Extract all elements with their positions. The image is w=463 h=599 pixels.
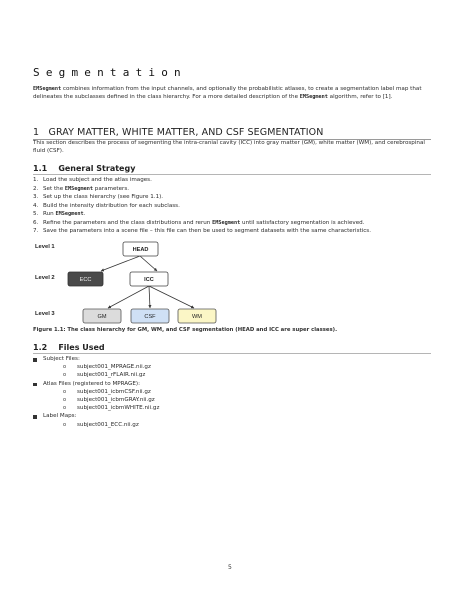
file-name: subject001_rFLAIR.nii.gz — [77, 372, 146, 379]
step-code: EMSegment — [212, 219, 241, 226]
node-csf-label: CSF — [144, 314, 156, 321]
subsection-1-1-rule — [33, 174, 431, 175]
edge-head-ecc — [101, 256, 140, 271]
level-1-label: Level 1 — [35, 244, 55, 250]
step-item — [33, 227, 431, 236]
subsection-1-1-number: 1.1 — [33, 164, 48, 173]
step-number: 3. — [33, 194, 39, 200]
step-text — [43, 176, 152, 185]
square-bullet-icon — [33, 415, 37, 419]
subsection-1-1-title: General Strategy — [58, 164, 136, 173]
edge-icc-csf — [149, 286, 150, 308]
node-head-label: HEAD — [132, 247, 149, 254]
page-number: 5 — [228, 564, 232, 571]
subsection-1-2-rule — [33, 353, 431, 354]
step-number: 6. — [33, 219, 39, 226]
step-item — [33, 210, 431, 219]
file-name: subject001_icbmCSF.nii.gz — [77, 388, 151, 395]
step-text — [43, 210, 85, 219]
step-code: EMSegment — [64, 185, 94, 192]
level-2-label: Level 2 — [35, 275, 55, 281]
circle-bullet-icon: o — [63, 405, 67, 412]
node-gm-label: GM — [97, 314, 107, 321]
circle-bullet-icon: o — [63, 388, 67, 395]
circle-bullet-icon: o — [63, 397, 67, 403]
node-icc-label: ICC — [144, 277, 154, 284]
file-name: subject001_icbmWHITE.nii.gz — [77, 405, 160, 412]
step-text-part: until satisfactory segmentation is achieved. — [240, 219, 365, 226]
intro-code-2: EMSegment — [299, 93, 328, 100]
step-text-part: Refine the parameters and the class distributions and rerun — [43, 219, 213, 226]
intro-text-1: combines information from the input channels, and optionally the probabilistic atlases, to create a segmentation label map that delineates the subclasses defined in the class hierarchy. For a more detailed description of the — [33, 86, 422, 100]
edge-icc-wm — [149, 286, 194, 308]
section-1-body: This section describes the process of segmenting the intra-cranial cavity (ICC) into gray matter (GM), white matter (WM), and cerebrospinal fluid (CSF). — [33, 140, 425, 154]
intro-code-1: EMSegment — [33, 86, 62, 92]
step-text-part: Run — [43, 211, 56, 217]
edge-head-icc — [140, 256, 157, 271]
section-1-number: 1 — [33, 127, 40, 138]
subsection-1-2-title: Files Used — [58, 343, 105, 352]
intro-text-2: algorithm, refer to [1]. — [327, 93, 393, 100]
step-text — [43, 227, 371, 236]
file-group-label: Subject Files: — [43, 356, 80, 362]
step-text-part: Set up the class hierarchy (see Figure 1.1). — [43, 194, 164, 200]
step-text-part: parameters. — [93, 185, 130, 192]
step-text — [43, 185, 129, 194]
edge-icc-gm — [108, 286, 149, 308]
step-number: 1. — [33, 177, 39, 183]
step-text — [43, 219, 365, 228]
file-name: subject001_ECC.nii.gz — [77, 421, 139, 428]
file-group-label: Label Maps: — [43, 413, 77, 420]
square-bullet-icon — [33, 383, 37, 387]
step-number: 7. — [33, 228, 39, 234]
section-1-title: GRAY MATTER, WHITE MATTER, AND CSF SEGMENTATION — [48, 127, 324, 138]
circle-bullet-icon: o — [63, 372, 67, 379]
section-1-heading — [33, 127, 323, 138]
figure-caption: Figure 1.1: The class hierarchy for GM, WM, and CSF segmentation (HEAD and ICC are super classes). — [33, 327, 338, 333]
class-hierarchy-diagram — [30, 239, 330, 329]
file-group-label: Atlas Files (registered to MPRAGE): — [43, 380, 140, 387]
step-text — [43, 193, 163, 202]
level-3-label: Level 3 — [35, 311, 55, 317]
step-item — [33, 176, 431, 185]
steps-list — [33, 176, 431, 236]
file-name: subject001_MPRAGE.nii.gz — [77, 364, 151, 371]
files-list — [33, 356, 333, 436]
node-wm-label: WM — [192, 314, 202, 321]
square-bullet-icon — [33, 358, 37, 362]
subsection-1-2-number: 1.2 — [33, 343, 48, 352]
intro-paragraph — [33, 86, 431, 101]
step-text-part: Save the parameters into a scene file – this file can then be used to segment datasets with the same characteristics. — [43, 228, 372, 234]
subsection-1-1-heading — [33, 164, 135, 173]
step-item — [33, 202, 431, 211]
step-item — [33, 185, 431, 194]
step-number: 2. — [33, 185, 39, 192]
step-text-part: Build the intensity distribution for each subclass. — [43, 202, 180, 209]
circle-bullet-icon: o — [63, 364, 67, 371]
step-text-part: Load the subject and the atlas images. — [43, 177, 152, 183]
step-text — [43, 202, 180, 211]
step-code: EMSegment — [55, 211, 84, 217]
step-number: 5. — [33, 211, 39, 217]
step-text-part: Set the — [43, 185, 65, 192]
step-item — [33, 193, 431, 202]
circle-bullet-icon: o — [63, 421, 67, 428]
step-item — [33, 219, 431, 228]
document-title: Segmentation — [33, 66, 187, 79]
subsection-1-2-heading — [33, 343, 105, 352]
step-number: 4. — [33, 202, 39, 209]
node-ecc-label: ECC — [79, 277, 92, 284]
step-text-part: . — [83, 211, 86, 217]
file-name: subject001_icbmGRAY.nii.gz — [77, 397, 155, 403]
